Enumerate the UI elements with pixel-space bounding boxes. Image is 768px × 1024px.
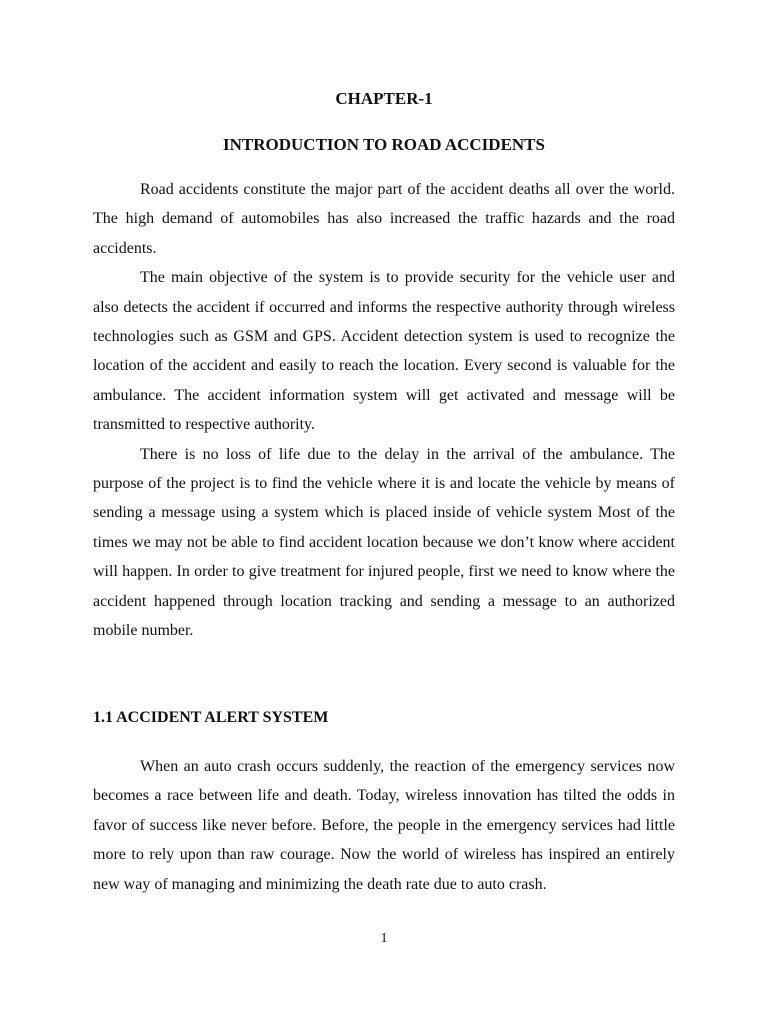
page-number: 1 [380,931,388,946]
chapter-label: CHAPTER-1 [335,89,433,108]
section-heading: 1.1 ACCIDENT ALERT SYSTEM [93,709,329,726]
section-paragraph-1: When an auto crash occurs suddenly, the reaction of the emergency services now becomes a race between life and death. Today, wireless innovation has tilted the odds in favor of success like never before. Before, the people in the emergency services had little more to rely upon than raw courage. Now the world of wireless has inspired an entirely new way of managing and minimizing the death rate due to auto crash. [93,758,675,893]
intro-paragraph-2: The main objective of the system is to provide security for the vehicle user and also detects the accident if occurred and informs the respective authority through wireless technologies such as GSM and GPS. Accident detection system is used to recognize the location of the accident and easily to reach the location. Every second is valuable for the ambulance. The accident information system will get activated and message will be transmitted to respective authority. [93,269,675,434]
intro-paragraph-3: There is no loss of life due to the delay in the arrival of the ambulance. The purpose of the project is to find the vehicle where it is and locate the vehicle by means of sending a message using a system which is placed inside of vehicle system Most of the times we may not be able to find accident location because we don’t know where accident will happen. In order to give treatment for injured people, first we need to know where the accident happened through location tracking and sending a message to an authorized mobile number. [93,445,675,640]
chapter-title: INTRODUCTION TO ROAD ACCIDENTS [223,135,545,154]
intro-paragraph-1: Road accidents constitute the major part of the accident deaths all over the world. The high demand of automobiles has also increased the traffic hazards and the road accidents. [93,181,675,257]
accident-alert-section [93,752,675,899]
intro-section [93,175,675,646]
